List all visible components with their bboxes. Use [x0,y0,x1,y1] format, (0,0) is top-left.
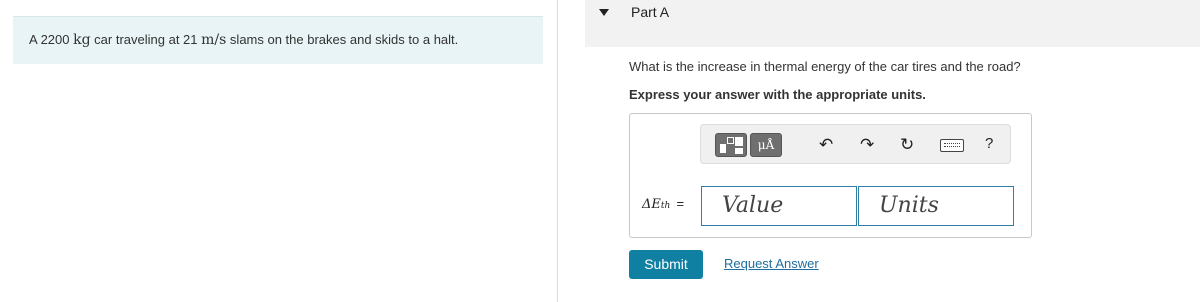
problem-statement [13,16,543,64]
submit-button[interactable]: Submit [629,250,703,279]
help-button[interactable]: ? [985,135,994,152]
undo-icon[interactable]: ↶ [819,135,834,155]
templates-button[interactable] [715,133,747,157]
template-grid-icon [720,144,726,153]
problem-text-suffix: slams on the brakes and skids to a halt. [226,32,459,47]
mass-unit: kg [73,32,91,48]
problem-text-mid: car traveling at 21 [90,32,202,47]
problem-text-prefix: A 2200 [29,32,74,47]
variable-symbol: ΔE [642,197,661,212]
instruction-text: Express your answer with the appropriate units. [629,87,926,102]
part-a-header[interactable] [585,0,1200,47]
variable-subscript: th [660,201,671,211]
template-grid-square [727,137,734,144]
collapse-caret-icon[interactable] [599,9,609,16]
reset-icon[interactable]: ↻ [900,135,915,155]
question-text: What is the increase in thermal energy of the car tires and the road? [629,59,1021,74]
speed-unit: m/s [201,32,227,48]
request-answer-link[interactable]: Request Answer [724,256,819,271]
math-toolbar [700,124,1011,164]
redo-icon[interactable]: ↷ [860,135,875,155]
equals-sign: = [676,196,685,211]
keyboard-icon[interactable] [940,139,964,152]
template-grid-square [735,148,743,154]
template-grid-square [735,137,743,146]
value-input[interactable]: Value [701,186,857,226]
answer-variable-label [642,196,684,212]
problem-panel [0,0,558,302]
part-title: Part A [631,4,670,20]
answer-box [629,113,1032,238]
units-input[interactable]: Units [858,186,1014,226]
part-panel [558,0,1200,302]
units-button[interactable]: μÅ [750,133,782,157]
